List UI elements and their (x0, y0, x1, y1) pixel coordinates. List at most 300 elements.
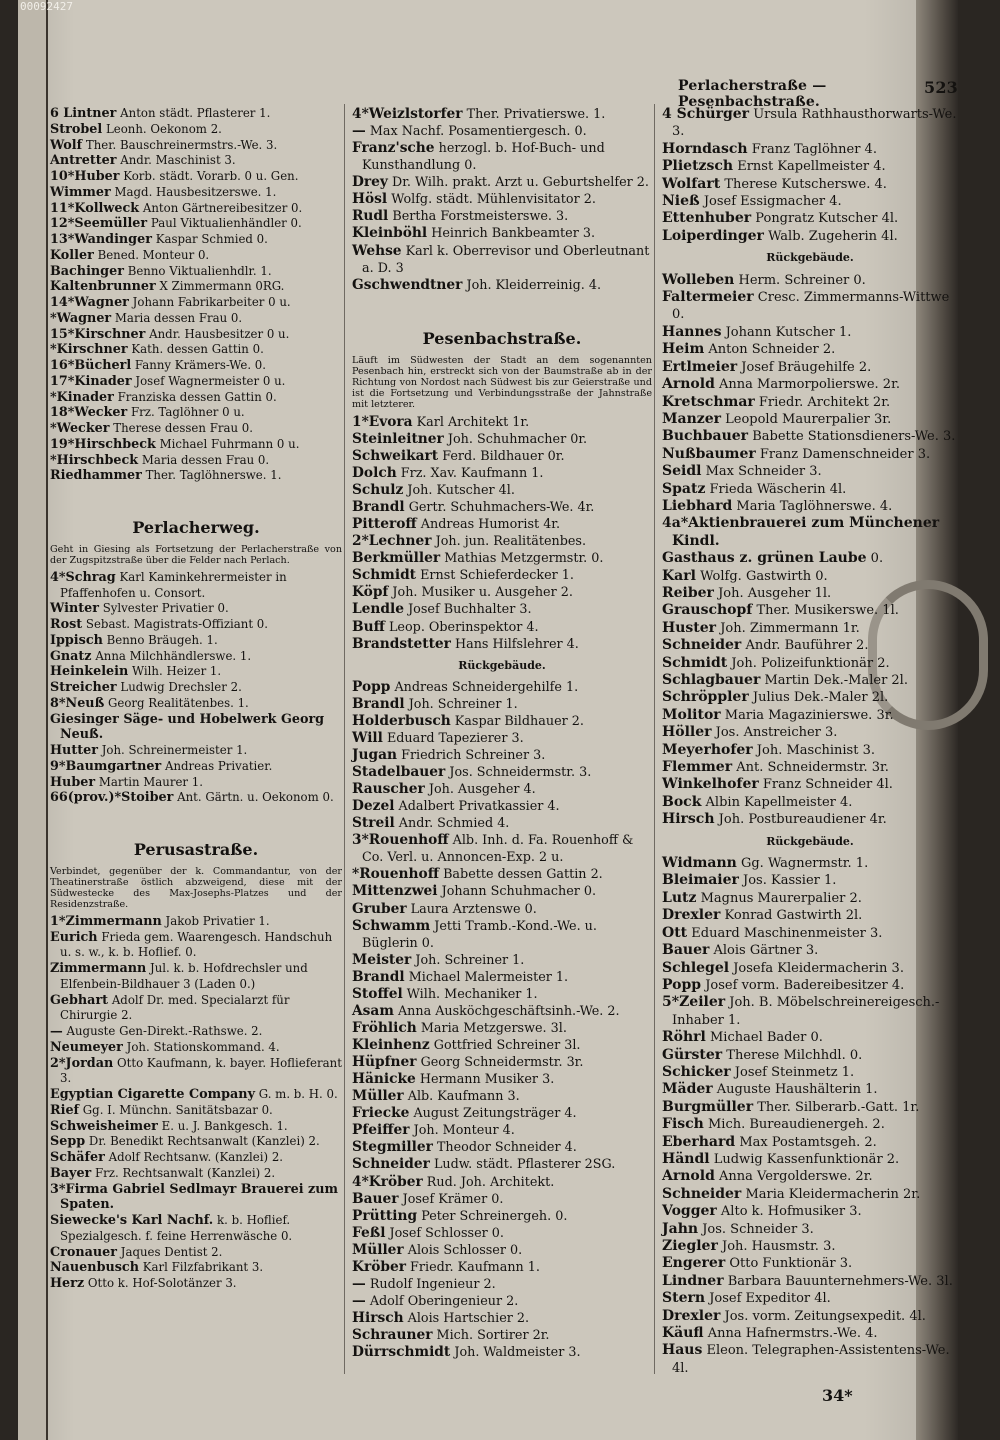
resident-name: 4a*Aktienbrauerei zum Münchener Kindl. (662, 515, 940, 549)
resident-details: Franz Schneider 4l. (762, 777, 893, 793)
resident-name: Prütting (352, 1207, 418, 1224)
resident-name: Vogger (662, 1203, 717, 1220)
resident-details: Michael Bader 0. (710, 1030, 823, 1046)
resident-entry (352, 747, 652, 764)
resident-name: Lendle (352, 601, 404, 618)
resident-name: Giesinger Säge- und Hobelwerk Georg Neuß. (50, 711, 325, 743)
resident-details: Karl Kaminkehrermeister in Pfaffenhofen u. Consort. (60, 569, 287, 600)
resident-details: Joh. B. Möbelschreinereigesch.-Inhaber 1. (672, 995, 940, 1028)
resident-entry (50, 1040, 342, 1056)
resident-name: Kretschmar (662, 393, 755, 410)
resident-name: Popp (352, 678, 391, 695)
resident-entry (662, 228, 958, 245)
resident-name: 15*Kirschner (50, 326, 146, 342)
resident-entry (50, 374, 342, 390)
resident-details: Otto k. Hof-Solotänzer 3. (87, 1276, 237, 1290)
resident-entry (352, 601, 652, 618)
resident-details: Josef vorm. Badereibesitzer 4. (705, 977, 905, 993)
resident-name: Schweikart (352, 447, 439, 464)
resident-entry (352, 584, 652, 601)
resident-entry (50, 248, 342, 264)
resident-entry (50, 453, 342, 469)
resident-name: Brandl (352, 968, 405, 985)
resident-entry (662, 585, 958, 602)
resident-name: Köpf (352, 584, 389, 601)
resident-details: Franziska dessen Gattin 0. (117, 389, 277, 404)
resident-details: Karl Filzfabrikant 3. (142, 1260, 264, 1275)
resident-details: Joh. Maschinist 3. (756, 742, 875, 758)
resident-details: 0. (870, 551, 884, 567)
resident-details: Kaspar Bildhauer 2. (454, 713, 584, 729)
resident-details: Rudolf Ingenieur 2. (369, 1276, 496, 1292)
resident-name: Cronauer (50, 1244, 117, 1260)
resident-details: Ther. Privatierswe. 1. (466, 107, 606, 122)
resident-name: 4*Schrag (50, 569, 116, 585)
resident-entry (50, 1276, 342, 1292)
resident-name: Fröhlich (352, 1019, 417, 1036)
resident-details: Mich. Sortirer 2r. (436, 1328, 550, 1344)
resident-details: Joh. Kleiderreinig. 4. (466, 277, 602, 293)
resident-details: Frz. Rechtsanwalt (Kanzlei) 2. (95, 1165, 276, 1180)
resident-name: Röhrl (662, 1029, 706, 1046)
resident-entry (50, 185, 342, 201)
resident-entry (352, 431, 652, 448)
resident-name: Strobel (50, 121, 103, 137)
resident-details: Adolf Oberingenieur 2. (369, 1293, 519, 1309)
resident-name: Holderbusch (352, 712, 451, 729)
resident-entry (662, 411, 958, 428)
resident-details: Franz Taglöhner 4. (751, 141, 877, 157)
resident-details: Jakob Privatier 1. (165, 913, 270, 928)
resident-entry (352, 208, 652, 225)
resident-entry (352, 482, 652, 499)
resident-name: Hänicke (352, 1071, 416, 1088)
resident-details: Andr. Maschinist 3. (120, 153, 236, 168)
resident-name: Brandstetter (352, 635, 451, 652)
resident-details: Frieda gem. Waarengesch. Handschuh u. s. w., k. b. Hoflief. 0. (60, 929, 333, 960)
resident-entry (50, 1103, 342, 1119)
resident-name: Huber (50, 774, 96, 790)
resident-entry (50, 216, 342, 232)
resident-entry (662, 1238, 958, 1255)
resident-entry (352, 140, 652, 174)
resident-name: Karl (662, 567, 696, 584)
resident-name: 66(prov.)*Stoiber (50, 790, 174, 806)
resident-entry (352, 713, 652, 730)
resident-details: Heinrich Bankbeamter 3. (431, 226, 596, 242)
resident-name: Gnatz (50, 648, 92, 664)
resident-entry (662, 106, 958, 141)
resident-entry (352, 901, 652, 918)
resident-entry (352, 696, 652, 713)
resident-entry (352, 465, 652, 482)
resident-details: Maria Metzgerswe. 3l. (420, 1020, 567, 1036)
resident-entry (352, 1174, 652, 1191)
resident-name: Reiber (662, 584, 714, 601)
resident-entry (662, 428, 958, 445)
resident-entry (662, 341, 958, 358)
resident-name: Widmann (662, 855, 737, 872)
resident-name: 4*Kröber (352, 1173, 423, 1190)
resident-name: Müller (352, 1088, 404, 1105)
resident-entry (352, 516, 652, 533)
resident-entry (352, 123, 652, 140)
resident-details: Eleon. Telegraphen-Assistentens-We. 4l. (672, 1343, 950, 1376)
resident-entry (50, 279, 342, 295)
resident-entry (50, 405, 342, 421)
resident-details: Ferd. Bildhauer 0r. (442, 448, 565, 464)
resident-name: Mäder (662, 1081, 713, 1098)
resident-name: Arnold (662, 1168, 715, 1185)
resident-entry (352, 798, 652, 815)
resident-name: 6 Lintner (50, 106, 117, 121)
resident-details: Bertha Forstmeisterswe. 3. (392, 209, 569, 225)
resident-entry (50, 961, 342, 993)
resident-details: Joh. Stationskommand. 4. (126, 1039, 280, 1054)
resident-entry (50, 1134, 342, 1150)
resident-details: Gertr. Schuhmachers-We. 4r. (408, 500, 595, 516)
street-heading: Perlacherweg. (132, 518, 260, 537)
resident-name: Nieß (662, 193, 700, 210)
resident-entry (662, 498, 958, 515)
resident-details: Alb. Kaufmann 3. (407, 1089, 520, 1105)
resident-entry (662, 210, 958, 227)
resident-name: *Rouenhoff (352, 866, 439, 883)
resident-name: Wehse (352, 242, 402, 259)
resident-details: Josefa Kleidermacherin 3. (733, 960, 904, 976)
resident-entry (662, 1290, 958, 1307)
resident-entry (50, 295, 342, 311)
resident-details: Eduard Tapezierer 3. (386, 730, 524, 746)
resident-name: Mittenzwei (352, 883, 438, 900)
resident-details: Kaspar Schmied 0. (155, 232, 268, 246)
resident-entry (50, 1119, 342, 1135)
resident-name: Schicker (662, 1063, 731, 1080)
resident-entry (50, 790, 342, 806)
resident-entry (662, 855, 958, 872)
page-number: 523 (924, 78, 958, 97)
resident-name: Stegmiller (352, 1139, 433, 1156)
resident-name: 16*Bücherl (50, 358, 132, 373)
resident-name: Buchbauer (662, 428, 749, 445)
resident-details: Wilh. Heizer 1. (132, 664, 222, 679)
resident-details: Konrad Gastwirth 2l. (724, 908, 863, 924)
resident-name: 4*Weizlstorfer (352, 106, 463, 122)
resident-details: Michael Fuhrmann 0 u. (159, 436, 300, 451)
resident-details: Ludwig Kassenfunktionär 2. (713, 1151, 900, 1167)
resident-name: 12*Seemüller (50, 216, 148, 232)
resident-entry (662, 707, 958, 724)
resident-name: Egyptian Cigarette Company (50, 1087, 255, 1102)
resident-details: Jetti Tramb.-Kond.-We. u. Büglerin 0. (362, 918, 597, 951)
resident-name: 3*Rouenhoff (352, 832, 449, 849)
resident-details: Karl k. Oberrevisor und Oberleutnant a. D. 3 (362, 243, 650, 276)
resident-name: Molitor (662, 706, 721, 723)
resident-entry (50, 1087, 342, 1103)
resident-entry (50, 759, 342, 775)
resident-details: Anna Milchhändlerswe. 1. (95, 648, 252, 663)
resident-entry (352, 1122, 652, 1139)
resident-entry (662, 141, 958, 158)
resident-name: Riedhammer (50, 468, 142, 484)
resident-name: Liebhard (662, 497, 733, 514)
resident-entry (662, 1273, 958, 1290)
resident-details: Hermann Musiker 3. (419, 1072, 555, 1088)
subsection-label: Rückgebäude. (766, 834, 854, 848)
resident-entry (662, 376, 958, 393)
resident-details: Josef Schlosser 0. (389, 1225, 504, 1241)
resident-name: Bock (662, 793, 702, 810)
resident-entry (50, 1182, 342, 1214)
resident-details: Joh. Schreiner 1. (415, 952, 525, 968)
street-heading: Pesenbachstraße. (422, 328, 582, 348)
resident-name: Jahn (662, 1220, 699, 1237)
resident-details: Joh. Schreinermeister 1. (101, 743, 248, 757)
resident-details: Maria Magazinierswe. 3r. (724, 707, 894, 723)
resident-name: Koller (50, 247, 94, 263)
resident-name: Haus (662, 1342, 703, 1359)
resident-entry (662, 1342, 958, 1377)
resident-entry (662, 158, 958, 175)
resident-name: Antretter (50, 153, 117, 169)
resident-entry (50, 342, 342, 358)
resident-name: Schmidt (352, 567, 417, 584)
resident-entry (662, 272, 958, 289)
resident-entry (662, 1221, 958, 1238)
resident-details: Jos. Kassier 1. (743, 873, 837, 889)
resident-entry (662, 872, 958, 889)
resident-details: Georg Realitätenbes. 1. (108, 695, 249, 710)
resident-details: Eduard Maschinenmeister 3. (691, 925, 883, 941)
resident-details: Jaques Dentist 2. (120, 1244, 223, 1259)
resident-details: Josef Steinmetz 1. (734, 1064, 855, 1080)
resident-entry (50, 421, 342, 437)
resident-details: Joh. Postbureaudiener 4r. (718, 812, 887, 828)
resident-details: Albin Kapellmeister 4. (705, 794, 853, 810)
resident-details: Gg. I. Münchn. Sanitätsbazar 0. (82, 1102, 273, 1117)
resident-name: Buff (352, 618, 385, 635)
resident-name: Käufl (662, 1325, 704, 1342)
resident-name: Feßl (352, 1224, 386, 1241)
resident-details: X Zimmermann 0RG. (159, 279, 285, 294)
column-rule (344, 104, 345, 1374)
resident-name: Popp (662, 976, 702, 993)
resident-name: Lindner (662, 1272, 724, 1289)
resident-entry (50, 696, 342, 712)
resident-entry (50, 153, 342, 169)
resident-entry (352, 1037, 652, 1054)
resident-details: Anna Hafnermstrs.-We. 4. (707, 1326, 878, 1342)
resident-name: — (352, 1275, 366, 1292)
resident-entry (50, 930, 342, 962)
resident-name: Engerer (662, 1255, 726, 1272)
resident-details: Gg. Wagnermstr. 1. (740, 856, 869, 872)
resident-details: Johann Fabrikarbeiter 0 u. (132, 295, 291, 309)
resident-details: Anna Ausköchgeschäftsinh.-We. 2. (397, 1003, 620, 1019)
resident-entry (50, 232, 342, 248)
resident-entry (662, 463, 958, 480)
resident-name: Gruber (352, 900, 407, 917)
resident-name: 10*Huber (50, 169, 120, 184)
resident-entry (662, 637, 958, 654)
resident-entry (662, 394, 958, 411)
resident-details: Michael Malermeister 1. (408, 969, 569, 985)
resident-details: Laura Arztenswe 0. (410, 901, 537, 917)
resident-details: Maria Taglöhnerswe. 4. (736, 498, 893, 514)
resident-name: Heim (662, 341, 705, 358)
resident-name: Friecke (352, 1105, 410, 1122)
resident-entry (352, 1191, 652, 1208)
resident-entry (662, 811, 958, 828)
resident-name: Schneider (662, 637, 742, 654)
resident-name: Drey (352, 174, 388, 191)
subsection-label: Rückgebäude. (766, 251, 854, 265)
resident-name: Pfeiffer (352, 1122, 410, 1139)
resident-name: Dolch (352, 464, 397, 481)
resident-entry (662, 1047, 958, 1064)
resident-details: Johann Schuhmacher 0. (441, 884, 597, 900)
resident-entry (352, 730, 652, 747)
resident-name: Nußbaumer (662, 445, 756, 462)
resident-entry (662, 1168, 958, 1185)
resident-entry (662, 1064, 958, 1081)
resident-name: Wolf (50, 137, 83, 153)
resident-name: Ott (662, 924, 688, 941)
resident-entry (352, 106, 652, 123)
resident-entry (50, 680, 342, 696)
resident-name: Horndasch (662, 140, 748, 157)
resident-details: Josef Bräugehilfe 2. (741, 359, 872, 375)
resident-name: Hösl (352, 191, 388, 208)
resident-details: Frz. Xav. Kaufmann 1. (400, 465, 544, 481)
resident-name: Dürrschmidt (352, 1344, 451, 1361)
resident-entry (662, 176, 958, 193)
resident-details: Josef Krämer 0. (402, 1191, 504, 1207)
resident-name: Stern (662, 1290, 706, 1307)
resident-name: *Kinader (50, 389, 114, 405)
resident-name: Drexler (662, 907, 721, 924)
resident-name: Ziegler (662, 1238, 718, 1254)
resident-details: Barbara Bauunternehmers-We. 3l. (727, 1273, 953, 1289)
resident-details: k. b. Hoflief. Spezialgesch. f. feine Herrenwäsche 0. (60, 1213, 293, 1243)
resident-entry (50, 1166, 342, 1182)
resident-details: Ther. Silberarb.-Gatt. 1r. (757, 1099, 920, 1115)
resident-name: Winter (50, 601, 99, 617)
resident-entry (50, 914, 342, 930)
resident-details: Alois Schlosser 0. (407, 1242, 523, 1258)
resident-details: Andreas Humorist 4r. (420, 517, 561, 533)
resident-name: Kröber (352, 1258, 406, 1275)
resident-details: Paul Viktualienhändler 0. (150, 216, 302, 231)
resident-details: Ludwig Drechsler 2. (120, 680, 242, 694)
resident-entry (662, 1134, 958, 1151)
resident-name: Schlagbauer (662, 672, 761, 688)
resident-name: Herz (50, 1276, 85, 1291)
resident-details: Babette Stationsdieners-We. 3. (752, 429, 956, 445)
resident-name: Brandl (352, 499, 405, 516)
resident-details: Hans Hilfslehrer 4. (455, 636, 579, 652)
resident-name: 9*Baumgartner (50, 758, 162, 774)
resident-entry (352, 679, 652, 696)
resident-details: Joh. Schuhmacher 0r. (447, 431, 588, 447)
resident-name: Bauer (352, 1190, 399, 1207)
resident-entry (662, 776, 958, 793)
resident-details: Joh. Schreiner 1. (408, 696, 518, 712)
resident-details: Maria dessen Frau 0. (114, 310, 243, 325)
resident-name: Gasthaus z. grünen Laube (662, 550, 867, 567)
resident-name: Müller (352, 1241, 404, 1258)
resident-entry (662, 602, 958, 619)
resident-details: Ther. Taglöhnerswe. 1. (145, 468, 282, 483)
resident-entry (662, 724, 958, 741)
resident-entry (662, 289, 958, 324)
resident-details: Ernst Kapellmeister 4. (737, 159, 886, 175)
resident-details: Otto Funktionär 3. (729, 1256, 853, 1272)
resident-name: Rost (50, 617, 83, 632)
resident-entry (352, 1208, 652, 1225)
resident-name: 5*Zeiler (662, 994, 726, 1011)
resident-entry (352, 764, 652, 781)
resident-details: Ludw. städt. Pflasterer 2SG. (433, 1157, 616, 1173)
resident-name: Bleimaier (662, 872, 739, 889)
resident-details: Fanny Krämers-We. 0. (134, 358, 267, 372)
resident-entry (662, 689, 958, 706)
resident-name: Schneider (352, 1156, 430, 1173)
street-heading: Perusastraße. (133, 840, 259, 859)
resident-entry (352, 1327, 652, 1344)
resident-entry (50, 633, 342, 649)
resident-name: Kleinhenz (352, 1037, 430, 1053)
resident-name: Hutter (50, 743, 98, 758)
resident-details: Auguste Gen-Direkt.-Rathswe. 2. (66, 1024, 263, 1038)
directory-page (18, 0, 958, 1440)
resident-name: Hüpfner (352, 1054, 417, 1071)
resident-details: Leopold Maurerpalier 3r. (725, 411, 892, 427)
resident-name: 1*Evora (352, 413, 413, 430)
resident-details: Josef Essigmacher 4. (703, 194, 842, 210)
resident-name: Kleinböhl (352, 225, 428, 242)
resident-entry (662, 1203, 958, 1220)
resident-name: Burgmüller (662, 1098, 754, 1115)
resident-entry (662, 960, 958, 977)
resident-details: Karl Architekt 1r. (416, 414, 530, 430)
resident-entry (50, 649, 342, 665)
resident-name: Bauer (662, 942, 710, 959)
resident-details: Alois Gärtner 3. (713, 943, 819, 959)
resident-details: Ther. Bauschreinermstrs.-We. 3. (85, 137, 278, 152)
resident-name: 19*Hirschbeck (50, 436, 156, 452)
resident-details: Andreas Privatier. (164, 758, 273, 773)
resident-details: Ursula Rathhausthorwarts-We. 3. (672, 107, 957, 140)
resident-details: Ernst Schieferdecker 1. (420, 568, 574, 584)
resident-entry (662, 1308, 958, 1325)
resident-name: Schrauner (352, 1327, 433, 1344)
resident-details: Therese dessen Frau 0. (113, 421, 253, 435)
resident-entry (352, 1003, 652, 1020)
resident-entry (662, 1186, 958, 1203)
resident-entry (352, 1105, 652, 1122)
resident-entry (662, 672, 958, 689)
resident-entry (50, 311, 342, 327)
resident-entry (352, 191, 652, 208)
resident-entry (352, 781, 652, 798)
resident-entry (50, 664, 342, 680)
resident-entry (662, 925, 958, 942)
resident-details: Ant. Schneidermstr. 3r. (736, 760, 889, 776)
resident-name: Eberhard (662, 1133, 736, 1150)
resident-entry (352, 1139, 652, 1156)
resident-entry (662, 794, 958, 811)
